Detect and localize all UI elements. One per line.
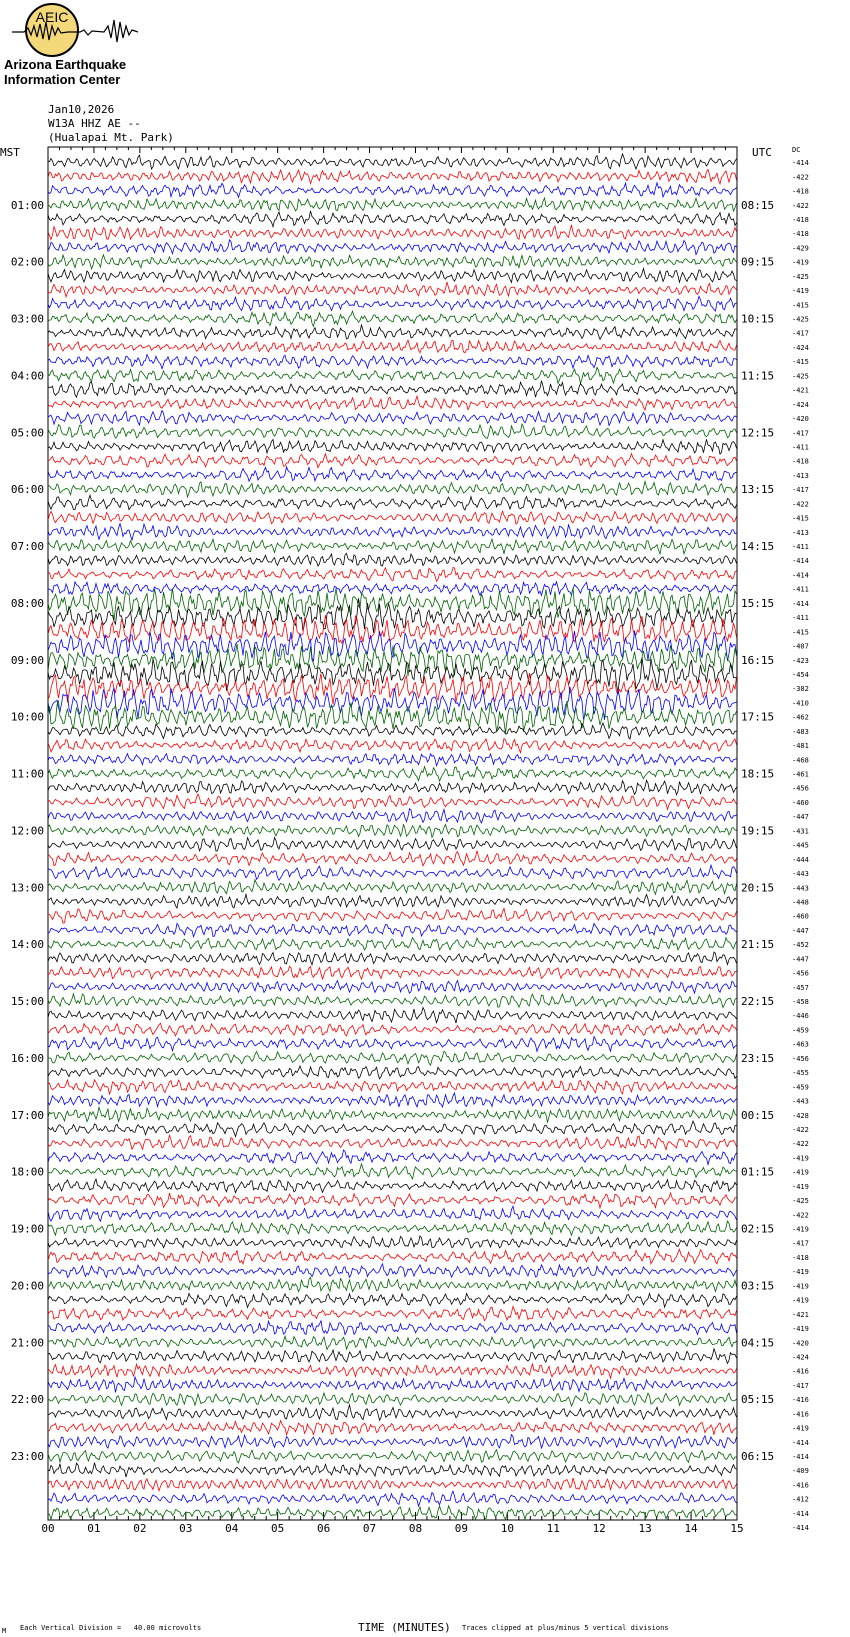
trace-44 <box>48 780 737 794</box>
dc-offset-label: -417 <box>792 1381 809 1390</box>
trace-22 <box>48 467 737 481</box>
left-hour-label: 23:00 <box>10 1450 44 1464</box>
right-hour-label: 00:15 <box>741 1108 775 1122</box>
left-hour-label: 02:00 <box>10 255 44 269</box>
trace-14 <box>48 355 737 369</box>
dc-offset-label: -419 <box>792 1154 809 1163</box>
trace-47 <box>48 824 737 837</box>
left-hour-label: 09:00 <box>10 653 44 667</box>
dc-offset-label: -461 <box>792 770 809 779</box>
right-hour-label: 08:15 <box>741 198 775 212</box>
right-hour-label: 17:15 <box>741 710 775 724</box>
right-hour-label: 19:15 <box>741 824 775 838</box>
trace-25 <box>48 511 737 524</box>
dc-offset-label: -382 <box>792 685 809 694</box>
trace-60 <box>48 1008 737 1024</box>
x-tick-label: 10 <box>500 1522 514 1535</box>
right-hour-label: 03:15 <box>741 1279 775 1293</box>
left-hour-label: 05:00 <box>10 426 44 440</box>
left-hour-label: 19:00 <box>10 1222 44 1236</box>
trace-76 <box>48 1236 737 1248</box>
dc-offset-label: -416 <box>792 1367 809 1376</box>
left-hour-label: 22:00 <box>10 1393 44 1407</box>
trace-15 <box>48 367 737 383</box>
left-hour-label: 13:00 <box>10 881 44 895</box>
right-hour-label: 04:15 <box>741 1336 775 1350</box>
trace-79 <box>48 1277 737 1291</box>
dc-offset-label: -407 <box>792 642 809 651</box>
dc-offset-label: -416 <box>792 1396 809 1405</box>
x-tick-label: 07 <box>362 1522 377 1535</box>
x-tick-label: 05 <box>271 1522 285 1535</box>
dc-offset-label: -419 <box>792 258 809 267</box>
dc-offset-label: -414 <box>792 599 809 608</box>
trace-12 <box>48 325 737 339</box>
dc-offset-label: -457 <box>792 983 809 992</box>
dc-offset-label: -419 <box>792 1168 809 1177</box>
dc-offset-label: -447 <box>792 813 809 822</box>
dc-offset-label: -411 <box>792 443 809 452</box>
right-hour-label: 23:15 <box>741 1051 775 1065</box>
right-hour-label: 18:15 <box>741 767 775 781</box>
dc-offset-label: -411 <box>792 614 809 623</box>
trace-2 <box>48 183 737 198</box>
trace-81 <box>48 1307 737 1321</box>
dc-offset-label: -414 <box>792 159 809 168</box>
dc-offset-label: -443 <box>792 870 809 879</box>
dc-offset-label: -419 <box>792 1424 809 1433</box>
right-hour-label: 22:15 <box>741 995 775 1009</box>
left-hour-label: 11:00 <box>10 767 44 781</box>
trace-31 <box>48 588 737 620</box>
dc-offset-label: -422 <box>792 173 809 182</box>
dc-offset-label: -456 <box>792 1054 809 1063</box>
trace-23 <box>48 482 737 498</box>
left-hour-label: 14:00 <box>10 938 44 952</box>
trace-16 <box>48 381 737 398</box>
right-hour-label: 13:15 <box>741 483 775 497</box>
trace-77 <box>48 1249 737 1264</box>
trace-5 <box>48 225 737 240</box>
trace-89 <box>48 1421 737 1435</box>
dc-offset-label: -422 <box>792 1125 809 1134</box>
x-tick-label: 13 <box>638 1522 652 1535</box>
dc-offset-label: -414 <box>792 1438 809 1447</box>
logo-line1: Arizona Earthquake <box>4 57 127 72</box>
logo-line2: Information Center <box>4 72 121 87</box>
trace-66 <box>48 1093 737 1107</box>
dc-offset-label: -420 <box>792 1339 809 1348</box>
trace-67 <box>48 1107 737 1122</box>
trace-74 <box>48 1206 737 1221</box>
dc-offset-label: -424 <box>792 400 809 409</box>
dc-offset-label: -458 <box>792 998 809 1007</box>
dc-offset-label: -456 <box>792 784 809 793</box>
right-hour-label: 10:15 <box>741 312 775 326</box>
x-tick-label: 04 <box>225 1522 239 1535</box>
dc-offset-label: -417 <box>792 486 809 495</box>
dc-offset-label: -409 <box>792 1467 809 1476</box>
dc-offset-label: -481 <box>792 742 809 751</box>
trace-39 <box>48 701 737 733</box>
dc-offset-label: -416 <box>792 1410 809 1419</box>
trace-54 <box>48 924 737 937</box>
dc-offset-label: -414 <box>792 1524 809 1533</box>
corner-mark: M <box>2 1627 7 1635</box>
trace-43 <box>48 767 737 782</box>
dc-offset-label: -418 <box>792 457 809 466</box>
dc-offset-label: -415 <box>792 301 809 310</box>
trace-63 <box>48 1051 737 1065</box>
trace-53 <box>48 909 737 924</box>
right-hour-label: 14:15 <box>741 540 775 554</box>
trace-84 <box>48 1349 737 1364</box>
trace-46 <box>48 809 737 823</box>
dc-offset-label: -415 <box>792 514 809 523</box>
right-hour-label: 01:15 <box>741 1165 775 1179</box>
trace-82 <box>48 1321 737 1335</box>
header-site: (Hualapai Mt. Park) <box>48 131 174 144</box>
dc-offset-label: -425 <box>792 315 809 324</box>
x-tick-label: 09 <box>454 1522 469 1535</box>
trace-13 <box>48 340 737 353</box>
trace-20 <box>48 439 737 454</box>
dc-offset-label: -419 <box>792 287 809 296</box>
dc-offset-label: -446 <box>792 1012 809 1021</box>
left-zone-label: MST <box>0 146 20 159</box>
trace-41 <box>48 739 737 753</box>
trace-94 <box>48 1491 737 1506</box>
dc-offset-label: -413 <box>792 528 809 537</box>
dc-offset-label: -445 <box>792 841 809 850</box>
left-hour-label: 17:00 <box>10 1108 44 1122</box>
trace-71 <box>48 1164 737 1179</box>
dc-offset-label: -421 <box>792 1310 809 1319</box>
dc-offset-label: -447 <box>792 926 809 935</box>
left-hour-label: 15:00 <box>10 995 44 1009</box>
trace-90 <box>48 1435 737 1448</box>
dc-offset-label: -422 <box>792 201 809 210</box>
trace-21 <box>48 454 737 468</box>
trace-35 <box>48 644 737 677</box>
trace-26 <box>48 524 737 541</box>
trace-62 <box>48 1037 737 1052</box>
trace-0 <box>48 154 737 169</box>
dc-offset-label: -415 <box>792 358 809 367</box>
trace-24 <box>48 495 737 510</box>
logo-badge-text: AEIC <box>35 9 69 25</box>
x-tick-label: 12 <box>592 1522 606 1535</box>
dc-offset-label: -414 <box>792 557 809 566</box>
dc-offset-label: -411 <box>792 585 809 594</box>
dc-offset-label: -419 <box>792 1282 809 1291</box>
trace-92 <box>48 1463 737 1477</box>
dc-offset-label: -443 <box>792 884 809 893</box>
dc-offset-label: -443 <box>792 1097 809 1106</box>
dc-offset-label: -417 <box>792 429 809 438</box>
dc-offset-label: -415 <box>792 628 809 637</box>
dc-offset-label: -419 <box>792 1268 809 1277</box>
left-hour-label: 01:00 <box>10 198 44 212</box>
dc-offset-label: -447 <box>792 955 809 964</box>
trace-52 <box>48 894 737 908</box>
dc-offset-label: -425 <box>792 272 809 281</box>
trace-10 <box>48 296 737 311</box>
trace-30 <box>48 582 737 596</box>
x-tick-label: 15 <box>730 1522 744 1535</box>
dc-offset-label: -419 <box>792 1182 809 1191</box>
left-hour-label: 20:00 <box>10 1279 44 1293</box>
trace-87 <box>48 1393 737 1406</box>
header-channel: W13A HHZ AE -- <box>48 117 141 130</box>
dc-offset-label: -413 <box>792 471 809 480</box>
trace-51 <box>48 880 737 895</box>
dc-offset-label: -455 <box>792 1069 809 1078</box>
dc-offset-label: -468 <box>792 756 809 765</box>
dc-offset-label: -459 <box>792 1083 809 1092</box>
left-hour-label: 06:00 <box>10 483 44 497</box>
left-hour-label: 21:00 <box>10 1336 44 1350</box>
trace-65 <box>48 1080 737 1094</box>
dc-offset-label: -418 <box>792 187 809 196</box>
trace-73 <box>48 1193 737 1208</box>
trace-6 <box>48 240 737 255</box>
left-hour-label: 10:00 <box>10 710 44 724</box>
scale-note: Each Vertical Division = 40.00 microvolts <box>20 1624 202 1632</box>
dc-offset-label: -459 <box>792 1026 809 1035</box>
trace-80 <box>48 1293 737 1307</box>
trace-29 <box>48 568 737 582</box>
dc-label: DC <box>792 146 801 154</box>
trace-27 <box>48 539 737 554</box>
right-hour-label: 16:15 <box>741 653 775 667</box>
trace-19 <box>48 424 737 438</box>
dc-offset-label: -460 <box>792 798 809 807</box>
clip-note: Traces clipped at plus/minus 5 vertical divisions <box>462 1624 669 1632</box>
trace-57 <box>48 966 737 979</box>
trace-58 <box>48 981 737 994</box>
x-tick-label: 02 <box>133 1522 147 1535</box>
dc-offset-label: -460 <box>792 912 809 921</box>
trace-91 <box>48 1450 737 1463</box>
left-hour-label: 08:00 <box>10 596 44 610</box>
dc-offset-label: -424 <box>792 1353 809 1362</box>
trace-7 <box>48 255 737 269</box>
dc-offset-label: -422 <box>792 1211 809 1220</box>
left-hour-label: 18:00 <box>10 1165 44 1179</box>
trace-78 <box>48 1264 737 1277</box>
left-hour-label: 12:00 <box>10 824 44 838</box>
right-hour-label: 12:15 <box>741 426 775 440</box>
dc-offset-label: -444 <box>792 855 809 864</box>
dc-offset-label: -421 <box>792 386 809 395</box>
dc-offset-label: -417 <box>792 1239 809 1248</box>
x-axis-title: TIME (MINUTES) <box>358 1621 451 1634</box>
trace-64 <box>48 1066 737 1079</box>
right-hour-label: 09:15 <box>741 255 775 269</box>
left-hour-label: 03:00 <box>10 312 44 326</box>
header-date: Jan10,2026 <box>48 103 115 116</box>
left-hour-label: 07:00 <box>10 540 44 554</box>
dc-offset-label: -428 <box>792 1111 809 1120</box>
dc-offset-label: -431 <box>792 827 809 836</box>
trace-72 <box>48 1179 737 1193</box>
trace-11 <box>48 311 737 326</box>
trace-1 <box>48 170 737 184</box>
trace-56 <box>48 952 737 965</box>
dc-offset-label: -463 <box>792 1040 809 1049</box>
trace-93 <box>48 1478 737 1491</box>
trace-4 <box>48 211 737 227</box>
trace-8 <box>48 269 737 283</box>
trace-48 <box>48 838 737 852</box>
dc-offset-label: -448 <box>792 898 809 907</box>
trace-75 <box>48 1221 737 1235</box>
dc-offset-label: -419 <box>792 1225 809 1234</box>
trace-68 <box>48 1121 737 1137</box>
dc-offset-label: -412 <box>792 1495 809 1504</box>
right-hour-label: 06:15 <box>741 1450 775 1464</box>
dc-offset-label: -414 <box>792 1509 809 1518</box>
trace-70 <box>48 1150 737 1165</box>
trace-86 <box>48 1377 737 1392</box>
dc-offset-label: -462 <box>792 713 809 722</box>
dc-offset-label: -410 <box>792 699 809 708</box>
dc-offset-label: -422 <box>792 1140 809 1149</box>
dc-offset-label: -418 <box>792 1253 809 1262</box>
dc-offset-label: -419 <box>792 1325 809 1334</box>
trace-45 <box>48 794 737 809</box>
trace-88 <box>48 1405 737 1420</box>
trace-50 <box>48 865 737 880</box>
dc-offset-label: -419 <box>792 1296 809 1305</box>
right-hour-label: 15:15 <box>741 596 775 610</box>
x-tick-label: 01 <box>87 1522 101 1535</box>
dc-offset-label: -424 <box>792 343 809 352</box>
dc-offset-label: -414 <box>792 1453 809 1462</box>
dc-offset-label: -452 <box>792 941 809 950</box>
dc-offset-label: -429 <box>792 244 809 253</box>
trace-55 <box>48 938 737 950</box>
left-hour-label: 16:00 <box>10 1051 44 1065</box>
trace-49 <box>48 851 737 866</box>
x-tick-label: 11 <box>546 1522 560 1535</box>
trace-83 <box>48 1336 737 1349</box>
right-hour-label: 05:15 <box>741 1393 775 1407</box>
trace-42 <box>48 754 737 766</box>
trace-28 <box>48 553 737 566</box>
x-tick-label: 03 <box>179 1522 193 1535</box>
x-tick-label: 06 <box>316 1522 331 1535</box>
dc-offset-label: -423 <box>792 656 809 665</box>
dc-offset-label: -414 <box>792 571 809 580</box>
x-tick-label: 14 <box>684 1522 698 1535</box>
dc-offset-label: -417 <box>792 329 809 338</box>
right-hour-label: 11:15 <box>741 369 775 383</box>
dc-offset-label: -483 <box>792 727 809 736</box>
dc-offset-label: -416 <box>792 1481 809 1490</box>
trace-9 <box>48 282 737 297</box>
right-zone-label: UTC <box>752 146 772 159</box>
dc-offset-label: -420 <box>792 415 809 424</box>
trace-3 <box>48 198 737 211</box>
dc-offset-label: -425 <box>792 1197 809 1206</box>
left-hour-label: 04:00 <box>10 369 44 383</box>
right-hour-label: 20:15 <box>741 881 775 895</box>
right-hour-label: 02:15 <box>741 1222 775 1236</box>
dc-offset-label: -418 <box>792 230 809 239</box>
dc-offset-label: -456 <box>792 969 809 978</box>
x-tick-label: 00 <box>41 1522 55 1535</box>
dc-offset-label: -422 <box>792 500 809 509</box>
trace-69 <box>48 1135 737 1149</box>
trace-17 <box>48 396 737 410</box>
dc-offset-label: -425 <box>792 372 809 381</box>
dc-offset-label: -454 <box>792 670 809 679</box>
dc-offset-label: -411 <box>792 543 809 552</box>
dc-offset-label: -418 <box>792 215 809 224</box>
trace-18 <box>48 411 737 426</box>
trace-59 <box>48 994 737 1008</box>
trace-85 <box>48 1364 737 1378</box>
trace-61 <box>48 1023 737 1036</box>
x-tick-label: 08 <box>408 1522 423 1535</box>
right-hour-label: 21:15 <box>741 938 775 952</box>
